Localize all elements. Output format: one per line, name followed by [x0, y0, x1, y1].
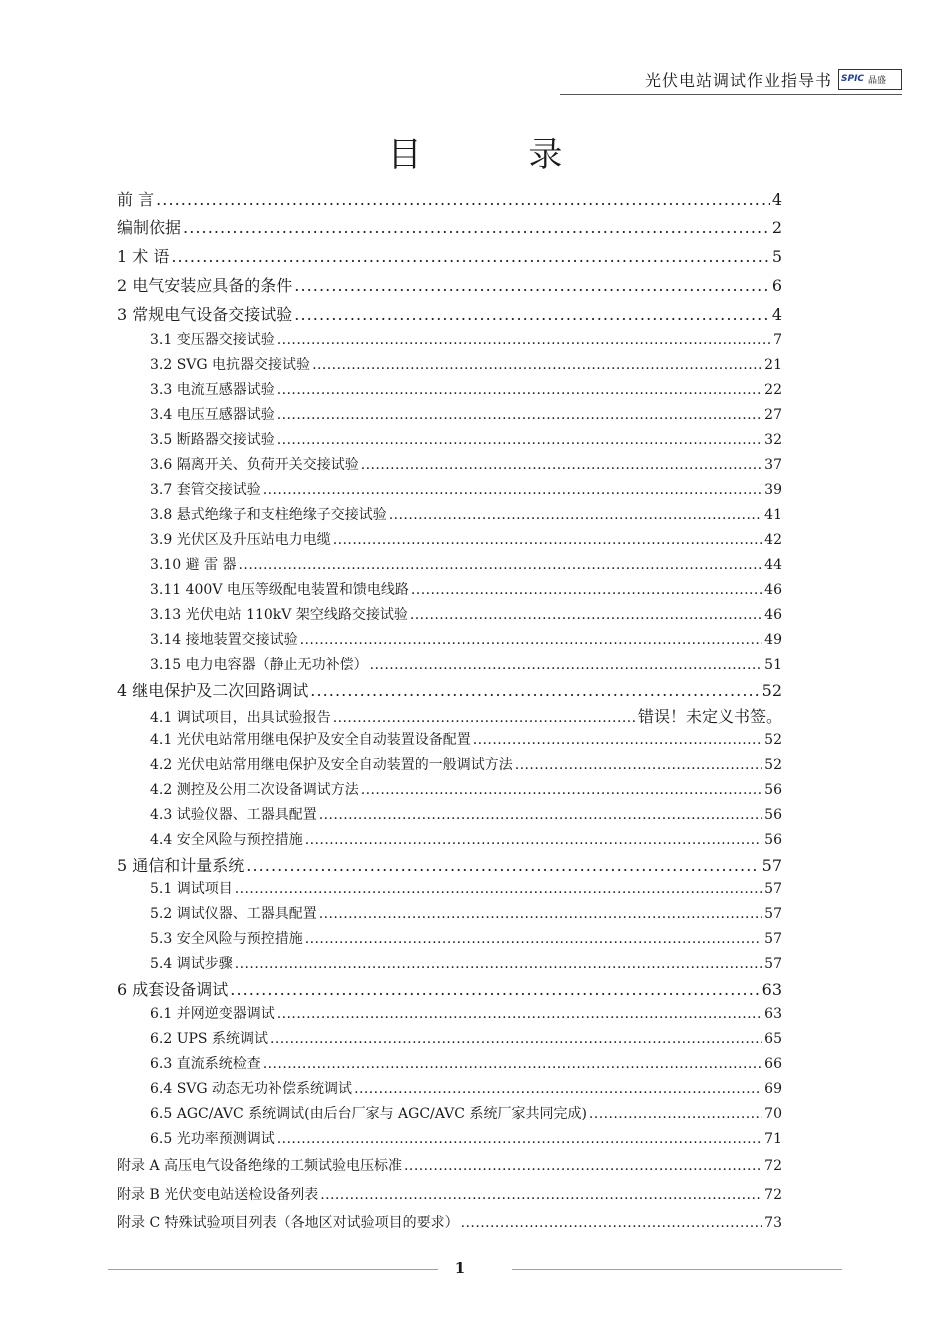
toc-entry-label: 3.3 电流互感器试验	[150, 382, 275, 398]
toc-dot-leader	[333, 710, 636, 726]
toc-dot-leader	[589, 1106, 762, 1122]
toc-entry-label: 4.3 试验仪器、工器具配置	[150, 807, 317, 823]
toc-dot-leader	[310, 681, 759, 700]
toc-dot-leader	[263, 1056, 762, 1072]
toc-entry-label: 4.1 调试项目，出具试验报告	[150, 710, 331, 726]
toc-entry-label: 4.2 光伏电站常用继电保护及安全自动装置的一般调试方法	[150, 757, 513, 773]
toc-entry[interactable]	[150, 504, 782, 528]
toc-dot-leader	[277, 1006, 762, 1022]
toc-entry[interactable]	[150, 329, 782, 353]
toc-entry-page: 57	[764, 956, 782, 972]
toc-entry[interactable]	[150, 779, 782, 803]
toc-entry-page: 41	[764, 507, 782, 523]
toc-entry-page: 错误！未定义书签。	[637, 707, 782, 726]
toc-entry-label: 3.10 避 雷 器	[150, 557, 237, 573]
toc-entry[interactable]	[150, 354, 782, 378]
toc-entry-page: 73	[764, 1215, 782, 1231]
toc-dot-leader	[230, 980, 759, 999]
toc-dot-leader	[277, 407, 762, 423]
toc-dot-leader	[277, 382, 762, 398]
toc-entry-label: 4.1 光伏电站常用继电保护及安全自动装置设备配置	[150, 732, 471, 748]
toc-dot-leader	[183, 218, 770, 237]
toc-entry-label: 3.4 电压互感器试验	[150, 407, 275, 423]
toc-entry-label: 6.3 直流系统检查	[150, 1056, 261, 1072]
toc-dot-leader	[333, 532, 762, 548]
toc-dot-leader	[473, 732, 762, 748]
toc-dot-leader	[320, 1187, 762, 1203]
company-logo	[838, 69, 902, 90]
toc-entry-label: 3.9 光伏区及升压站电力电缆	[150, 532, 331, 548]
toc-dot-leader	[171, 247, 769, 266]
toc-entry-label: 3.6 隔离开关、负荷开关交接试验	[150, 457, 359, 473]
toc-entry-page: 56	[764, 832, 782, 848]
toc-entry-label: 5.1 调试项目	[150, 881, 233, 897]
toc-entry[interactable]	[117, 853, 782, 877]
toc-entry-page: 42	[764, 532, 782, 548]
toc-entry-page: 69	[764, 1081, 782, 1097]
toc-dot-leader	[354, 1081, 762, 1097]
toc-entry-label: 6.2 UPS 系统调试	[150, 1031, 268, 1047]
toc-entry-page: 71	[764, 1131, 782, 1147]
toc-dot-leader	[461, 1215, 763, 1231]
toc-entry[interactable]	[150, 579, 782, 603]
toc-entry-page: 7	[773, 332, 782, 348]
toc-entry-label: 5.2 调试仪器、工器具配置	[150, 906, 317, 922]
toc-entry-label: 3.2 SVG 电抗器交接试验	[150, 357, 311, 373]
toc-entry-label: 编制依据	[117, 218, 182, 237]
toc-entry-page: 57	[764, 931, 782, 947]
toc-dot-leader	[411, 582, 762, 598]
toc-entry[interactable]	[117, 244, 782, 268]
toc-dot-leader	[389, 507, 762, 523]
toc-entry[interactable]	[150, 704, 782, 728]
toc-entry-page: 57	[764, 881, 782, 897]
toc-entry-label: 5 通信和计量系统	[117, 856, 245, 875]
toc-entry[interactable]	[117, 1212, 782, 1236]
toc-dot-leader	[263, 482, 762, 498]
toc-entry-label: 1 术 语	[117, 247, 170, 266]
toc-entry-page: 22	[764, 382, 782, 398]
toc-entry[interactable]	[150, 404, 782, 428]
toc-entry-label: 3.14 接地装置交接试验	[150, 632, 298, 648]
toc-entry-page: 2	[771, 218, 782, 237]
toc-entry[interactable]	[150, 928, 782, 952]
toc-entry[interactable]	[150, 829, 782, 853]
toc-entry[interactable]	[150, 953, 782, 977]
toc-dot-leader	[239, 557, 763, 573]
toc-entry[interactable]	[150, 878, 782, 902]
toc-entry[interactable]	[150, 1078, 782, 1102]
toc-dot-leader	[361, 457, 762, 473]
toc-entry-label: 6.1 并网逆变器调试	[150, 1006, 275, 1022]
toc-entry-page: 66	[764, 1056, 782, 1072]
toc-entry-label: 6 成套设备调试	[117, 980, 229, 999]
footer-divider-right	[512, 1269, 842, 1270]
toc-entry-label: 3.1 变压器交接试验	[150, 332, 275, 348]
toc-entry[interactable]	[117, 302, 782, 326]
toc-entry-label: 3.13 光伏电站 110kV 架空线路交接试验	[150, 607, 408, 623]
toc-entry[interactable]	[150, 1003, 782, 1027]
toc-entry[interactable]	[117, 678, 782, 702]
toc-entry-page: 63	[761, 980, 782, 999]
toc-entry-page: 5	[771, 247, 782, 266]
toc-entry-label: 3.11 400V 电压等级配电装置和馈电线路	[150, 582, 409, 598]
toc-entry-label: 6.5 光功率预测调试	[150, 1131, 275, 1147]
toc-entry-page: 72	[764, 1187, 782, 1203]
toc-entry[interactable]	[150, 604, 782, 628]
logo-wordmark: 晶盛	[868, 75, 887, 86]
toc-dot-leader	[246, 856, 759, 875]
toc-dot-leader	[277, 332, 771, 348]
toc-entry-label: 5.3 安全风险与预控措施	[150, 931, 303, 947]
header-title: 光伏电站调试作业指导书	[644, 70, 832, 90]
page-title: 目 录	[387, 135, 611, 175]
toc-entry-page: 32	[764, 432, 782, 448]
toc-entry-label: 5.4 调试步骤	[150, 956, 233, 972]
toc-entry-label: 4.2 测控及公用二次设备调试方法	[150, 782, 359, 798]
toc-entry-label: 3 常规电气设备交接试验	[117, 305, 293, 324]
toc-entry-page: 27	[764, 407, 782, 423]
toc-dot-leader	[515, 757, 762, 773]
toc-entry-page: 57	[761, 856, 782, 875]
toc-dot-leader	[410, 607, 762, 623]
toc-dot-leader	[156, 190, 770, 209]
toc-entry[interactable]	[117, 273, 782, 297]
logo-mark: SPIC	[839, 70, 866, 89]
toc-dot-leader	[305, 832, 762, 848]
toc-entry[interactable]	[150, 379, 782, 403]
toc-entry[interactable]	[117, 1155, 782, 1179]
toc-dot-leader	[300, 632, 763, 648]
toc-entry-page: 37	[764, 457, 782, 473]
toc-dot-leader	[277, 1131, 762, 1147]
toc-entry-label: 6.5 AGC/AVC 系统调试(由后台厂家与 AGC/AVC 系统厂家共同完成)	[150, 1106, 587, 1122]
toc-entry-page: 52	[761, 681, 782, 700]
toc-entry[interactable]	[150, 729, 782, 753]
toc-entry-label: 前 言	[117, 190, 155, 209]
toc-entry[interactable]	[150, 429, 782, 453]
toc-entry-label: 3.8 悬式绝缘子和支柱绝缘子交接试验	[150, 507, 387, 523]
toc-entry[interactable]	[150, 654, 782, 678]
toc-entry-page: 56	[764, 807, 782, 823]
toc-dot-leader	[305, 931, 762, 947]
footer-page-number: 1	[454, 1259, 466, 1277]
toc-entry[interactable]	[150, 454, 782, 478]
page-header	[560, 66, 902, 92]
toc-entry[interactable]	[117, 1184, 782, 1208]
toc-entry[interactable]	[150, 1128, 782, 1152]
toc-dot-leader	[277, 432, 762, 448]
toc-entry-page: 52	[764, 732, 782, 748]
toc-entry-page: 39	[764, 482, 782, 498]
toc-entry-page: 44	[764, 557, 782, 573]
toc-dot-leader	[361, 782, 762, 798]
toc-entry-page: 57	[764, 906, 782, 922]
toc-entry[interactable]	[117, 187, 782, 211]
toc-entry-label: 3.7 套管交接试验	[150, 482, 261, 498]
toc-entry-label: 附录 A 高压电气设备绝缘的工频试验电压标准	[117, 1158, 403, 1174]
toc-entry-page: 51	[764, 657, 782, 673]
toc-entry-page: 49	[764, 632, 782, 648]
toc-dot-leader	[235, 956, 762, 972]
toc-entry[interactable]	[150, 754, 782, 778]
toc-dot-leader	[404, 1158, 762, 1174]
toc-dot-leader	[294, 276, 770, 295]
toc-entry-label: 4.4 安全风险与预控措施	[150, 832, 303, 848]
toc-entry-page: 4	[771, 305, 782, 324]
toc-entry[interactable]	[117, 215, 782, 239]
toc-entry[interactable]	[150, 554, 782, 578]
toc-dot-leader	[270, 1031, 762, 1047]
toc-entry-page: 56	[764, 782, 782, 798]
toc-entry-label: 3.5 断路器交接试验	[150, 432, 275, 448]
toc-entry-page: 65	[764, 1031, 782, 1047]
toc-entry-page: 4	[771, 190, 782, 209]
toc-dot-leader	[319, 807, 762, 823]
header-divider	[560, 94, 902, 95]
toc-entry-label: 4 继电保护及二次回路调试	[117, 681, 309, 700]
toc-entry-label: 6.4 SVG 动态无功补偿系统调试	[150, 1081, 353, 1097]
toc-entry-page: 52	[764, 757, 782, 773]
toc-entry-label: 3.15 电力电容器（静止无功补偿）	[150, 657, 368, 673]
toc-entry[interactable]	[150, 479, 782, 503]
toc-entry-label: 附录 B 光伏变电站送检设备列表	[117, 1187, 319, 1203]
footer-divider-left	[108, 1269, 438, 1270]
toc-dot-leader	[294, 305, 770, 324]
toc-entry[interactable]	[150, 903, 782, 927]
toc-dot-leader	[319, 906, 762, 922]
toc-entry-label: 附录 C 特殊试验项目列表（各地区对试验项目的要求）	[117, 1215, 459, 1231]
toc-entry[interactable]	[150, 1053, 782, 1077]
toc-entry-page: 6	[771, 276, 782, 295]
toc-entry[interactable]	[150, 804, 782, 828]
toc-entry[interactable]	[150, 529, 782, 553]
toc-entry-page: 46	[764, 607, 782, 623]
toc-entry[interactable]	[150, 1028, 782, 1052]
toc-entry-page: 70	[764, 1106, 782, 1122]
toc-entry[interactable]	[150, 1103, 782, 1127]
toc-entry-page: 46	[764, 582, 782, 598]
toc-entry-page: 72	[764, 1158, 782, 1174]
toc-entry-page: 63	[764, 1006, 782, 1022]
toc-entry-label: 2 电气安装应具备的条件	[117, 276, 293, 295]
toc-entry[interactable]	[150, 629, 782, 653]
toc-dot-leader	[312, 357, 762, 373]
toc-entry-page: 21	[764, 357, 782, 373]
toc-dot-leader	[235, 881, 762, 897]
toc-dot-leader	[370, 657, 763, 673]
toc-entry[interactable]	[117, 977, 782, 1001]
